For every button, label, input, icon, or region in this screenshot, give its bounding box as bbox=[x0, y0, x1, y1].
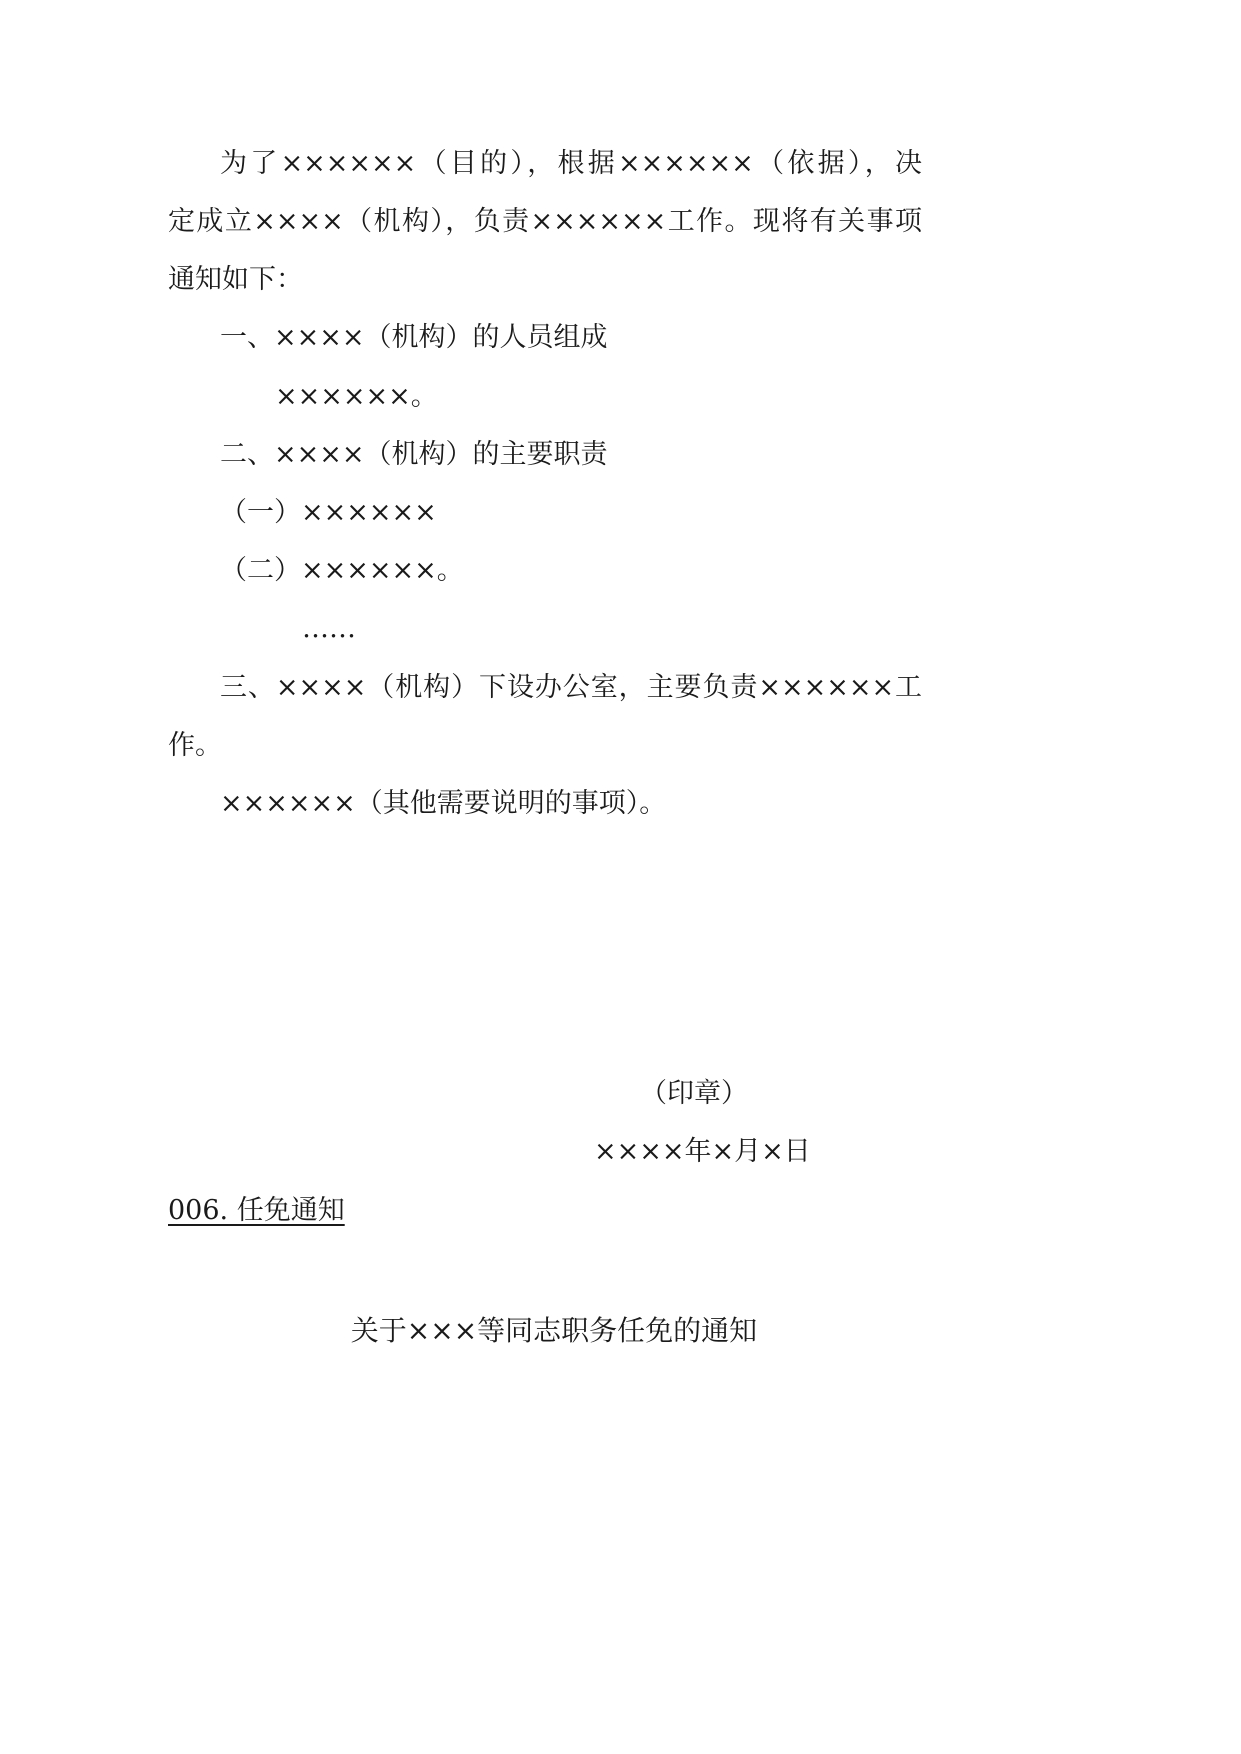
item3-line2: 作。 bbox=[168, 730, 222, 761]
item2-sub2: （二）××××××。 bbox=[220, 555, 464, 586]
other-matters: ××××××（其他需要说明的事项）。 bbox=[220, 788, 667, 819]
para1-line1: 为了××××××（目的），根据××××××（依据），决 bbox=[220, 148, 922, 179]
next-document-title: 关于×××等同志职务任免的通知 bbox=[350, 1314, 758, 1347]
item3-line1: 三、××××（机构）下设办公室，主要负责××××××工 bbox=[220, 672, 922, 703]
item1-heading: 一、××××（机构）的人员组成 bbox=[220, 322, 608, 353]
item2-heading: 二、××××（机构）的主要职责 bbox=[220, 439, 608, 470]
ellipsis: …… bbox=[302, 613, 356, 644]
section-heading: 006. 任免通知 bbox=[168, 1195, 345, 1226]
item2-sub1: （一）×××××× bbox=[220, 497, 437, 528]
seal-label: （印章） bbox=[640, 1078, 748, 1109]
item1-body: ××××××。 bbox=[275, 381, 438, 412]
para1-line3: 通知如下： bbox=[168, 264, 303, 295]
issue-date: ××××年×月×日 bbox=[594, 1136, 811, 1167]
para1-line2: 定成立××××（机构），负责××××××工作。现将有关事项 bbox=[168, 206, 922, 237]
